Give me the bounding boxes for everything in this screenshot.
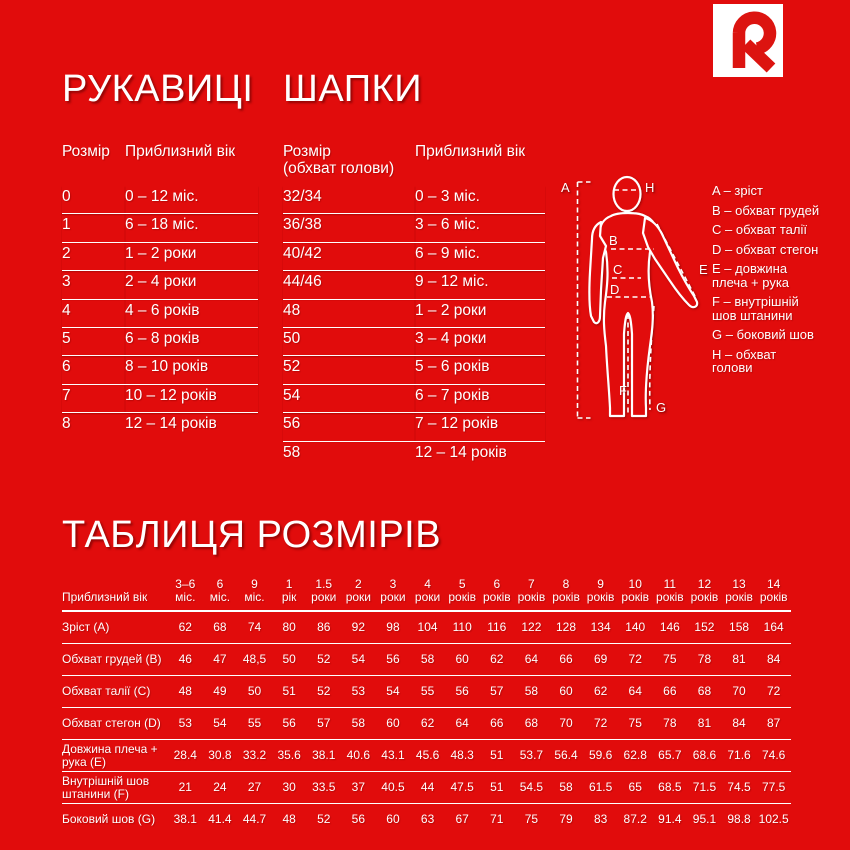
age-column-unit: років — [621, 590, 650, 604]
measurement-value: 102.5 — [758, 812, 789, 826]
measurement-value: 70 — [722, 676, 757, 708]
measurement-row — [62, 676, 791, 708]
age-column-unit: років — [759, 590, 788, 604]
age-header-label: Приблизний вік — [62, 578, 168, 611]
measurement-legend — [712, 184, 820, 381]
mittens-size-cell: 1 — [62, 214, 125, 242]
measurement-value: 58 — [549, 772, 584, 804]
measurement-value: 70 — [549, 708, 584, 740]
hats-row — [283, 441, 545, 469]
mittens-size-cell: 2 — [62, 242, 125, 270]
label-D: D — [610, 282, 620, 297]
measurement-value: 58 — [341, 708, 376, 740]
age-column-number: 1.5 — [315, 577, 333, 591]
measurement-value: 64 — [618, 676, 653, 708]
hats-row — [283, 299, 545, 327]
measurement-value: 35.6 — [272, 740, 307, 772]
age-column-number: 5 — [458, 577, 466, 591]
measurement-value: 51 — [272, 676, 307, 708]
measurement-label: Боковий шов (G) — [62, 812, 156, 826]
age-column-number: 9 — [251, 577, 258, 591]
measurement-value: 58 — [514, 676, 549, 708]
mittens-age-cell: 0 – 12 міс. — [125, 186, 258, 214]
mittens-col-age-label: Приблизний вік — [125, 143, 236, 160]
measurement-value: 92 — [341, 611, 376, 644]
measurement-value: 68 — [203, 611, 238, 644]
measurement-value: 74.6 — [756, 740, 791, 772]
measurement-value: 55 — [410, 676, 445, 708]
hats-row — [283, 413, 545, 441]
mittens-row — [62, 242, 258, 270]
main-size-table — [62, 578, 791, 835]
age-column-number: 12 — [697, 577, 712, 591]
mittens-age-cell: 2 – 4 роки — [125, 271, 258, 299]
mittens-title: РУКАВИЦІ — [62, 68, 254, 110]
measurement-value: 53.7 — [514, 740, 549, 772]
measurement-label: Внутрішній шов штанини (F) — [62, 772, 168, 804]
legend-item: H – обхват голови — [712, 346, 777, 375]
measurement-value: 61.5 — [583, 772, 618, 804]
measurement-value: 60 — [549, 676, 584, 708]
legend-item: F – внутрішній шов штанини — [712, 294, 799, 323]
measurement-value: 87.2 — [623, 812, 647, 826]
measurement-value: 38.1 — [173, 812, 197, 826]
measurement-value: 66 — [653, 676, 688, 708]
hats-age-cell: 7 – 12 років — [415, 413, 545, 441]
hats-size-cell: 48 — [283, 299, 415, 327]
hats-row — [283, 271, 545, 299]
measurement-label: Обхват грудей (B) — [62, 644, 168, 676]
age-column-number: 4 — [424, 577, 431, 591]
age-column-unit: роки — [380, 590, 406, 604]
age-column-number: 10 — [628, 577, 642, 591]
measurement-value: 74.5 — [722, 772, 757, 804]
measurement-value: 72 — [756, 676, 791, 708]
measurement-label: Обхват стегон (D) — [62, 708, 168, 740]
age-column-unit: років — [586, 590, 615, 604]
measurement-value: 59.6 — [583, 740, 618, 772]
mittens-size-cell: 8 — [62, 415, 71, 433]
legend-item: D – обхват стегон — [712, 241, 819, 257]
measurement-value: 33.5 — [306, 772, 341, 804]
hats-size-cell: 50 — [283, 327, 415, 355]
hats-age-cell: 6 – 9 міс. — [415, 242, 545, 270]
age-column-header — [410, 578, 445, 611]
measurement-value: 72 — [583, 708, 618, 740]
age-column-unit: років — [690, 590, 719, 604]
measurement-value: 71 — [490, 812, 504, 826]
age-column-number: 9 — [597, 577, 604, 591]
measurement-value: 62 — [583, 676, 618, 708]
age-column-number: 13 — [732, 577, 746, 591]
measurement-value: 83 — [593, 812, 608, 826]
measurement-value: 56 — [272, 708, 307, 740]
measurement-value: 75 — [653, 644, 688, 676]
age-column-header — [653, 578, 688, 611]
mittens-col-size-label: Розмір — [62, 143, 110, 160]
label-C: C — [613, 262, 623, 277]
measurement-value: 95.1 — [692, 812, 717, 826]
measurement-value: 98.8 — [727, 812, 751, 826]
measurement-row — [62, 611, 791, 644]
measurement-label: Довжина плеча + рука (E) — [62, 740, 168, 772]
legend-item: E – довжина плеча + рука — [712, 261, 790, 290]
measurement-value: 56 — [351, 812, 366, 826]
measurement-value: 152 — [687, 611, 722, 644]
mittens-age-cell: 4 – 6 років — [125, 299, 258, 327]
measurement-value: 116 — [479, 611, 514, 644]
measurement-value: 110 — [445, 611, 480, 644]
mittens-row — [62, 327, 258, 355]
hats-row — [283, 214, 545, 242]
mittens-size-cell: 3 — [62, 271, 125, 299]
measurement-value: 60 — [386, 812, 400, 826]
measurement-value: 37 — [341, 772, 376, 804]
age-column-number: 7 — [528, 577, 535, 591]
measurement-value: 43.1 — [376, 740, 411, 772]
measurement-value: 49 — [203, 676, 238, 708]
mittens-age-cell: 12 – 14 років — [125, 415, 217, 433]
hats-row — [283, 242, 545, 270]
measurement-value: 128 — [549, 611, 584, 644]
measurement-value: 98 — [376, 611, 411, 644]
measurement-value: 62 — [168, 611, 203, 644]
age-column-unit: років — [517, 590, 546, 604]
measurement-value: 52 — [306, 644, 341, 676]
hats-size-cell: 36/38 — [283, 214, 415, 242]
mittens-row — [62, 214, 258, 242]
measurement-value: 62 — [410, 708, 445, 740]
mittens-age-cell: 8 – 10 років — [125, 356, 258, 384]
mittens-row — [62, 186, 258, 214]
measurement-value: 84 — [722, 708, 757, 740]
measurement-value: 48,5 — [237, 644, 272, 676]
age-column-header — [514, 578, 549, 611]
age-column-unit: міс. — [175, 590, 196, 604]
hats-age-cell: 3 – 6 міс. — [415, 214, 545, 242]
measurement-value: 53 — [168, 708, 203, 740]
legend-item: B – обхват грудей — [712, 202, 820, 218]
mittens-header-row — [62, 142, 258, 186]
age-column-unit: роки — [311, 590, 337, 604]
hats-size-cell: 44/46 — [283, 271, 415, 299]
mittens-row — [62, 413, 258, 441]
measurement-value: 146 — [653, 611, 688, 644]
measurement-value: 80 — [272, 611, 307, 644]
age-column-header — [376, 578, 411, 611]
measurement-value: 104 — [410, 611, 445, 644]
measurement-value: 48 — [168, 676, 203, 708]
measurement-value: 62 — [479, 644, 514, 676]
hats-col-size-label — [283, 142, 415, 186]
age-column-number: 11 — [663, 577, 677, 591]
measurement-value: 33.2 — [237, 740, 272, 772]
measurement-value: 68.5 — [653, 772, 688, 804]
measurement-value: 86 — [306, 611, 341, 644]
measurement-value: 140 — [618, 611, 653, 644]
measurement-value: 24 — [203, 772, 238, 804]
mittens-size-cell: 6 — [62, 356, 125, 384]
measurement-label: Зріст (A) — [62, 611, 168, 644]
age-column-header — [306, 578, 341, 611]
body-measurement-diagram — [550, 158, 725, 433]
hats-age-cell: 3 – 4 роки — [415, 327, 545, 355]
mittens-row — [62, 299, 258, 327]
measurement-value: 84 — [756, 644, 791, 676]
age-column-number: 8 — [562, 577, 570, 591]
measurement-value: 62.8 — [618, 740, 653, 772]
size-table-header-row — [62, 578, 791, 611]
age-column-unit: рік — [281, 590, 297, 604]
hats-size-cell: 40/42 — [283, 242, 415, 270]
hats-age-cell: 6 – 7 років — [415, 384, 545, 412]
measurement-value: 134 — [583, 611, 618, 644]
hats-age-cell: 9 – 12 міс. — [415, 271, 545, 299]
measurement-value: 71.5 — [687, 772, 722, 804]
measurement-value: 68.6 — [687, 740, 722, 772]
hats-age-cell: 12 – 14 років — [415, 443, 507, 461]
measurement-value: 69 — [583, 644, 618, 676]
measurement-value: 54.5 — [514, 772, 549, 804]
reima-r-icon — [713, 4, 783, 77]
age-column-unit: роки — [414, 590, 441, 604]
measurement-value: 58 — [410, 644, 445, 676]
mittens-age-cell: 6 – 8 років — [125, 327, 258, 355]
measurement-value: 81 — [722, 644, 757, 676]
mittens-size-cell: 7 — [62, 384, 125, 412]
label-H: H — [645, 180, 655, 195]
measurement-value: 78 — [653, 708, 688, 740]
measurement-value: 78 — [687, 644, 722, 676]
measurement-value: 87 — [756, 708, 791, 740]
measurement-value: 55 — [237, 708, 272, 740]
measurement-value: 41.4 — [208, 812, 232, 826]
age-column-unit: міс. — [209, 590, 231, 604]
hats-title: ШАПКИ — [283, 68, 423, 110]
measurement-value: 71.6 — [722, 740, 757, 772]
age-column-header — [341, 578, 376, 611]
measurement-value: 54 — [341, 644, 376, 676]
measurement-value: 27 — [237, 772, 272, 804]
measurement-value: 68 — [687, 676, 722, 708]
age-column-header — [687, 578, 722, 611]
measurement-value: 75 — [524, 812, 539, 826]
measurement-value: 158 — [722, 611, 757, 644]
hats-size-cell: 54 — [283, 384, 415, 412]
measurement-value: 30.8 — [203, 740, 238, 772]
measurement-value: 122 — [514, 611, 549, 644]
age-column-number: 1 — [285, 577, 293, 591]
age-column-unit: років — [552, 590, 580, 604]
measurement-value: 52 — [317, 812, 331, 826]
mittens-row — [62, 271, 258, 299]
measurement-value: 72 — [618, 644, 653, 676]
hats-age-cell: 0 – 3 міс. — [415, 186, 545, 214]
age-column-header — [203, 578, 238, 611]
measurement-value: 56 — [376, 644, 411, 676]
measurement-row — [62, 740, 791, 772]
measurement-value: 65.7 — [653, 740, 688, 772]
measurement-value: 21 — [168, 772, 203, 804]
mittens-size-table — [62, 142, 258, 441]
mittens-age-cell: 10 – 12 років — [125, 384, 258, 412]
label-A: A — [561, 180, 570, 195]
mittens-row — [62, 356, 258, 384]
measurement-value: 74 — [237, 611, 272, 644]
brand-logo — [713, 4, 783, 77]
measurement-row — [62, 772, 791, 804]
measurement-value: 57 — [306, 708, 341, 740]
age-column-header — [549, 578, 584, 611]
mittens-size-cell: 4 — [62, 299, 125, 327]
measurement-value: 38.1 — [306, 740, 341, 772]
measurement-value: 65 — [618, 772, 653, 804]
hats-row — [283, 327, 545, 355]
age-column-header — [272, 578, 307, 611]
mittens-age-cell: 1 – 2 роки — [125, 242, 258, 270]
measurement-value: 79 — [559, 812, 573, 826]
measurement-value: 57 — [479, 676, 514, 708]
mittens-size-cell: 0 — [62, 186, 125, 214]
label-F: F — [619, 383, 627, 398]
measurement-value: 48.3 — [445, 740, 480, 772]
measurement-value: 44 — [410, 772, 445, 804]
measurement-value: 48 — [282, 812, 296, 826]
age-column-header — [168, 578, 203, 611]
legend-item: A – зріст — [712, 183, 763, 198]
measurement-value: 46 — [168, 644, 203, 676]
measurement-value: 81 — [687, 708, 722, 740]
label-G: G — [656, 400, 667, 415]
mittens-age-cell: 6 – 18 міс. — [125, 214, 258, 242]
measurement-value: 40.6 — [341, 740, 376, 772]
age-column-header — [722, 578, 757, 611]
measurement-label: Обхват талії (C) — [62, 676, 168, 708]
measurement-value: 44.7 — [242, 812, 267, 826]
age-column-unit: роки — [345, 590, 371, 604]
measurement-value: 164 — [756, 611, 791, 644]
age-column-header — [479, 578, 514, 611]
age-column-number: 6 — [216, 577, 224, 591]
measurement-row — [62, 804, 791, 836]
hats-size-cell: 52 — [283, 356, 415, 384]
measurement-value: 51 — [479, 740, 514, 772]
legend-item: G – боковий шов — [712, 327, 814, 342]
mittens-row — [62, 384, 258, 412]
label-E: E — [699, 262, 708, 277]
measurement-row — [62, 708, 791, 740]
measurement-value: 77.5 — [756, 772, 791, 804]
age-column-unit: міс. — [244, 590, 265, 604]
hats-header-row — [283, 142, 545, 186]
legend-item: C – обхват талії — [712, 222, 807, 237]
size-table-title: ТАБЛИЦЯ РОЗМІРІВ — [62, 514, 442, 556]
age-column-header — [445, 578, 480, 611]
measurement-value: 56.4 — [549, 740, 584, 772]
measurement-value: 63 — [420, 812, 435, 826]
measurement-value: 50 — [272, 644, 307, 676]
measurement-value: 75 — [618, 708, 653, 740]
hats-row — [283, 384, 545, 412]
measurement-value: 30 — [272, 772, 307, 804]
measurement-value: 91.4 — [658, 812, 682, 826]
hats-size-cell: 32/34 — [283, 186, 415, 214]
age-column-number: 14 — [767, 577, 781, 591]
age-column-unit: років — [482, 590, 511, 604]
measurement-value: 60 — [376, 708, 411, 740]
age-column-number: 3–6 — [175, 577, 196, 591]
measurement-value: 50 — [237, 676, 272, 708]
age-column-unit: років — [448, 590, 476, 604]
age-column-number: 3 — [389, 577, 397, 591]
measurement-value: 40.5 — [376, 772, 411, 804]
age-column-header — [756, 578, 791, 611]
measurement-value: 66 — [479, 708, 514, 740]
hats-size-cell: 58 — [283, 443, 301, 461]
age-column-number: 6 — [493, 577, 501, 591]
age-column-header — [618, 578, 653, 611]
measurement-value: 60 — [445, 644, 480, 676]
measurement-value: 56 — [445, 676, 480, 708]
measurement-value: 47.5 — [445, 772, 480, 804]
hats-col-age-label: Приблизний вік — [415, 143, 526, 160]
head-outline — [614, 177, 641, 211]
age-column-number: 2 — [355, 577, 362, 591]
measurement-value: 28.4 — [168, 740, 203, 772]
measurement-value: 45.6 — [410, 740, 445, 772]
hats-age-cell: 1 – 2 роки — [415, 299, 545, 327]
measurement-value: 54 — [376, 676, 411, 708]
measurement-value: 64 — [514, 644, 549, 676]
measurement-value: 54 — [203, 708, 238, 740]
measurement-value: 68 — [514, 708, 549, 740]
age-column-unit: років — [725, 590, 753, 604]
hats-size-cell: 56 — [283, 413, 415, 441]
measurement-value: 52 — [306, 676, 341, 708]
hats-size-table — [283, 142, 545, 469]
measurement-value: 47 — [203, 644, 238, 676]
measurement-value: 51 — [479, 772, 514, 804]
mittens-size-cell: 5 — [62, 327, 125, 355]
age-column-header — [583, 578, 618, 611]
measurement-value: 64 — [445, 708, 480, 740]
measurement-value: 53 — [341, 676, 376, 708]
age-column-header — [237, 578, 272, 611]
measurement-row — [62, 644, 791, 676]
label-B: B — [609, 233, 618, 248]
hats-row — [283, 186, 545, 214]
hats-age-cell: 5 – 6 років — [415, 356, 545, 384]
age-column-unit: років — [656, 590, 684, 604]
measurement-value: 67 — [455, 812, 469, 826]
hats-col-size-line1: Розмір — [283, 143, 331, 160]
hats-col-size-line2: (обхват голови) — [283, 159, 395, 177]
hats-row — [283, 356, 545, 384]
measurement-value: 66 — [549, 644, 584, 676]
